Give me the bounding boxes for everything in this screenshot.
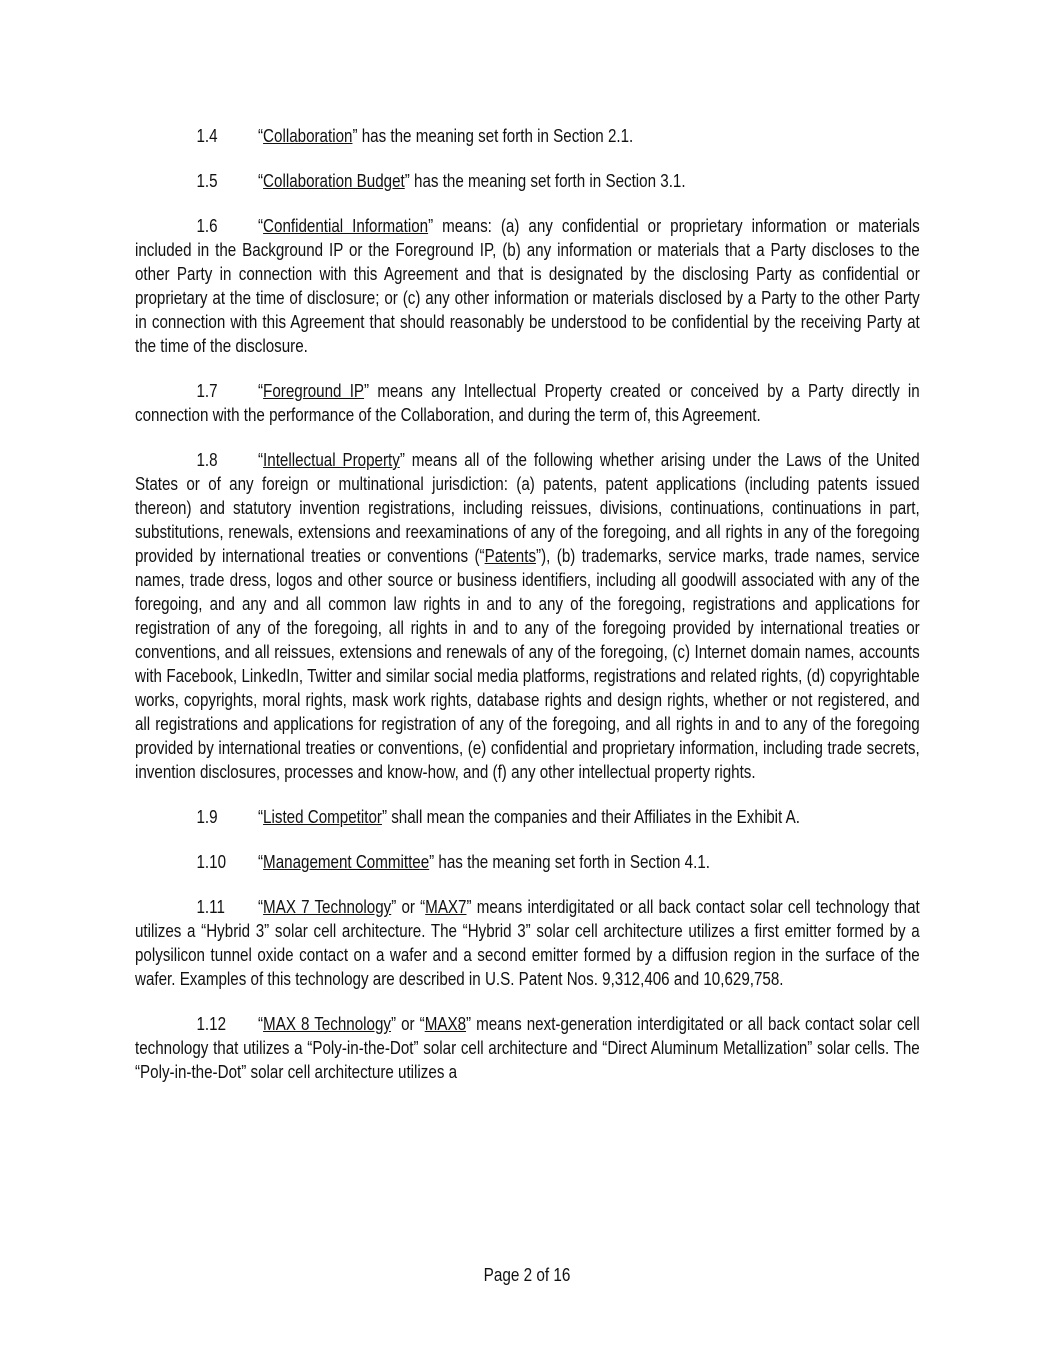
defined-term: Management Committee <box>263 851 430 872</box>
definition-section <box>135 850 920 874</box>
section-text: ” shall mean the companies and their Affiliates in the Exhibit A. <box>381 806 800 827</box>
section-text: “ <box>258 806 264 827</box>
defined-term: Confidential Information <box>263 215 429 236</box>
section-text: “ <box>258 851 264 872</box>
defined-term: MAX7 <box>425 896 467 917</box>
section-text: ” or “ <box>391 896 426 917</box>
defined-term: Foreground IP <box>263 380 365 401</box>
defined-term: MAX8 <box>424 1013 467 1034</box>
section-number: 1.5 <box>196 170 218 191</box>
section-number: 1.9 <box>196 806 218 827</box>
definition-section <box>135 448 920 784</box>
section-number: 1.11 <box>196 896 225 917</box>
section-text: ” means interdigitated or all back contact solar cell technology that utilizes a “Hybrid 3” solar cell architecture. The “Hybrid 3” solar cell architecture utilizes a first emitter formed by a polysilicon tunnel oxide contact on a wafer and a second emitter formed by a diffusion region in the surface of the wafer. Examples of this technology are described in U.S. Patent Nos. 9,312,406 and 10,629,758. <box>135 896 920 989</box>
defined-term: Patents <box>484 545 537 566</box>
section-text: ” has the meaning set forth in Section 3.1. <box>404 170 686 191</box>
section-text: “ <box>258 215 264 236</box>
section-text: ” means any Intellectual Property created or conceived by a Party directly in connection with the performance of the Collaboration, and during the term of, this Agreement. <box>135 380 920 425</box>
defined-term: Intellectual Property <box>263 449 400 470</box>
section-number: 1.6 <box>196 215 218 236</box>
section-number: 1.8 <box>196 449 218 470</box>
section-text: ” has the meaning set forth in Section 2.1. <box>352 125 634 146</box>
page-footer <box>0 1265 1055 1286</box>
definition-section <box>135 124 920 148</box>
section-text: “ <box>258 125 264 146</box>
section-text: ” or “ <box>390 1013 425 1034</box>
section-number: 1.7 <box>196 380 218 401</box>
section-text: “ <box>258 449 264 470</box>
section-text: “ <box>258 896 264 917</box>
section-text: “ <box>258 1013 264 1034</box>
defined-term: MAX 7 Technology <box>263 896 392 917</box>
section-text: “ <box>258 380 264 401</box>
section-number: 1.12 <box>196 1013 227 1034</box>
section-text: ”), (b) trademarks, service marks, trade names, service names, trade dress, logos and other source or business identifiers, including all goodwill associated with any of the foregoing, and any and all common law rights in and to any of the foregoing, registrations and applications for registration of any of the foregoing, all rights in and to any of the foregoing provided by international treaties or conventions, and all reissues, extensions and renewals of any of the foregoing, (c) Internet domain names, accounts with Facebook, LinkedIn, Twitter and similar social media platforms, registrations and related rights, (d) copyrightable works, copyrights, moral rights, mask work rights, database rights and design rights, whether or not registered, and all registrations and applications for registration of any of the foregoing, and all rights in and to any of the foregoing provided by international treaties or conventions, (e) confidential and proprietary information, including trade secrets, invention disclosures, processes and know-how, and (f) any other intellectual property rights. <box>135 545 920 782</box>
section-number: 1.4 <box>196 125 218 146</box>
definition-section <box>135 379 920 427</box>
document-body <box>135 124 920 1105</box>
definition-section <box>135 895 920 991</box>
defined-term: Listed Competitor <box>263 806 382 827</box>
section-text: ” means all of the following whether arising under the Laws of the United States or of any foreign or multinational jurisdiction: (a) patents, patent applications (including patents issued thereon) and statutory invention registrations, including reissues, divisions, continuations, continuations in part, substitutions, renewals, extensions and reexaminations of any of the foregoing, and all rights in any of the foregoing provided by international treaties or conventions (“ <box>135 449 920 566</box>
page-number: Page 2 of 16 <box>484 1265 571 1285</box>
section-text: “ <box>258 170 264 191</box>
definition-section <box>135 805 920 829</box>
section-text: ” means: (a) any confidential or proprietary information or materials included in the Background IP or the Foreground IP, (b) any information or materials that a Party discloses to the other Party in connection with this Agreement and that is designated by the disclosing Party as confidential or proprietary at the time of disclosure; or (c) any other information or materials disclosed by a Party to the other Party in connection with this Agreement that should reasonably be understood to be confidential by the receiving Party at the time of the disclosure. <box>135 215 920 356</box>
definition-section <box>135 169 920 193</box>
definition-section <box>135 1012 920 1084</box>
defined-term: MAX 8 Technology <box>263 1013 391 1034</box>
section-number: 1.10 <box>196 851 227 872</box>
defined-term: Collaboration <box>263 125 353 146</box>
definition-section <box>135 214 920 358</box>
defined-term: Collaboration Budget <box>263 170 405 191</box>
section-text: ” has the meaning set forth in Section 4.1. <box>429 851 710 872</box>
section-text: ” means next-generation interdigitated or all back contact solar cell technology that utilizes a “Poly-in-the-Dot” solar cell architecture and “Direct Aluminum Metallization” solar cells. The “Poly-in-the-Dot” solar cell architecture utilizes a <box>135 1013 920 1082</box>
